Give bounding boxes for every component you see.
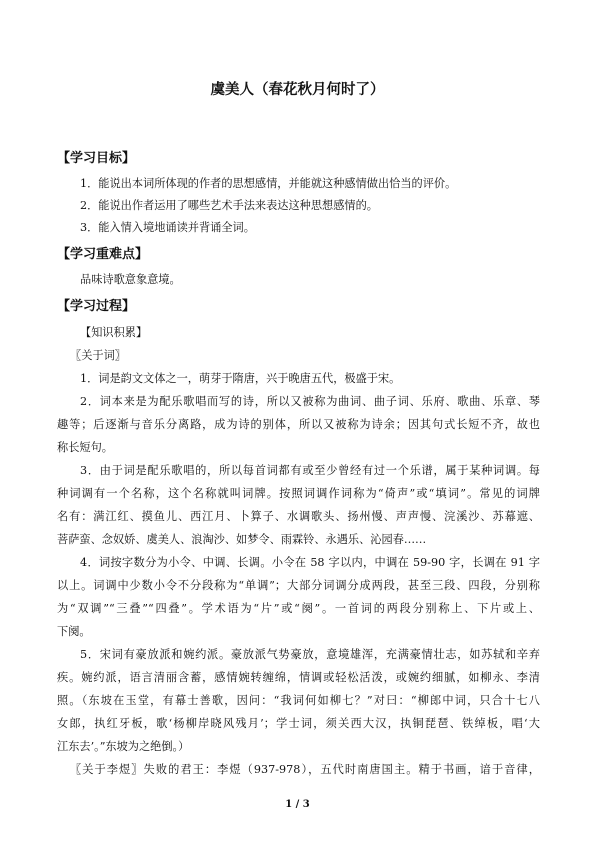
section-heading-process: 【学习过程】: [57, 299, 136, 314]
about-liyu-line: 〖关于李煜〗失败的君王：李煜（937-978），五代时南唐国主。精于书画，谙于音律，: [70, 763, 540, 776]
paragraph-line: 以上。词调中少数小令不分段称为“单调”；大部分词调分成两段，甚至三段、四段，分别称: [57, 579, 540, 592]
paragraph-line: 名有：满江红、摸鱼儿、西江月、卜算子、水调歌头、扬州慢、声声慢、浣溪沙、苏幕遮、: [57, 510, 540, 523]
paragraph-line: 趣等；后逐渐与音乐分离路，成为诗的别体，所以又被称为诗余；因其句式长短不齐，故也: [57, 418, 540, 431]
paragraph-line: 照。（东坡在玉堂，有幕士善歌，因问：“我词何如柳七？”对曰：“柳郎中词，只合十七八: [57, 694, 540, 707]
paragraph-line: 女郎，执红牙板，歌‘杨柳岸晓风残月’；学士词，须关西大汉，执铜琵琶、铁绰板，唱‘大: [57, 717, 540, 730]
paragraph-line: 江东去’。”东坡为之绝倒。）: [57, 740, 190, 753]
paragraph-line: 疾。婉约派，语言清丽含蓄，感情婉转缠绵，情调或轻松活泼，或婉约细腻，如柳永、李清: [57, 671, 540, 684]
paragraph-line: 为“双调”“三叠”“四叠”。学术语为“片”或“阕”。一首词的两段分别称上、下片或上、: [57, 602, 540, 615]
paragraph-line: 2．词本来是为配乐歌唱而写的诗，所以又被称为曲词、曲子词、乐府、歌曲、乐章、琴: [80, 395, 540, 408]
paragraph-line: 下阕。: [57, 625, 91, 638]
page-title: 虞美人（春花秋月何时了）: [210, 81, 385, 98]
goal-item-3: 3．能入情入境地诵读并背诵全词。: [80, 221, 255, 234]
paragraph-line: 菩萨蛮、念奴娇、虞美人、浪淘沙、如梦令、雨霖铃、永遇乐、沁园春……: [57, 533, 427, 546]
paragraph-line: 5．宋词有豪放派和婉约派。豪放派气势豪放，意境雄浑，充满豪情壮志，如苏轼和辛弃: [80, 648, 540, 661]
page-number: 1 / 3: [285, 799, 310, 810]
goal-item-2: 2．能说出作者运用了哪些艺术手法来表达这种思想感情的。: [80, 199, 378, 212]
paragraph-line: 3．由于词是配乐歌唱的，所以每首词都有或至少曾经有过一个乐谱，属于某种词调。每: [80, 464, 540, 477]
about-ci-label: 〖关于词〗: [70, 349, 126, 362]
subheading-knowledge: 【知识积累】: [80, 326, 148, 339]
section-heading-goals: 【学习目标】: [57, 151, 136, 166]
paragraph-line: 1．词是韵文文体之一，萌芽于隋唐，兴于晚唐五代，极盛于宋。: [80, 372, 401, 385]
section-heading-key-points: 【学习重难点】: [57, 247, 149, 262]
key-points-text: 品味诗歌意象意境。: [80, 273, 181, 286]
paragraph-line: 4．词按字数分为小令、中调、长调。小令在 58 字以内，中调在 59-90 字，长调在 91 字: [80, 556, 540, 569]
paragraph-line: 称长短句。: [57, 441, 113, 454]
goal-item-1: 1．能说出本词所体现的作者的思想感情，并能就这种感情做出恰当的评价。: [80, 177, 457, 190]
paragraph-line: 种词调有一个名称，这个名称就叫词牌。按照词调作词称为“倚声”或“填词”。常见的词牌: [57, 487, 540, 500]
